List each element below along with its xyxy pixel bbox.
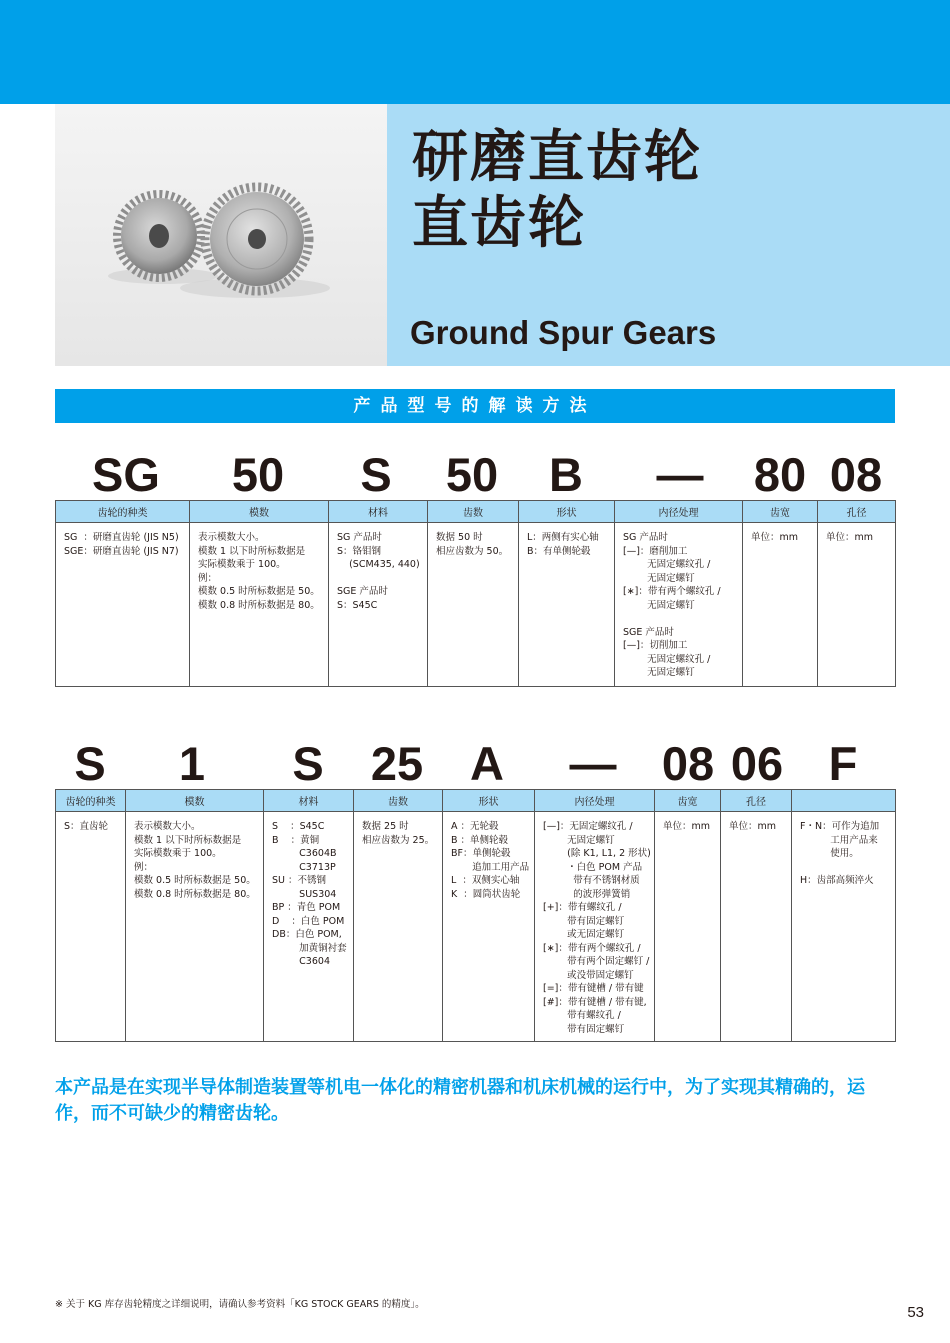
table-cell: SG ：研磨直齿轮 (JIS N5) SGE：研磨直齿轮 (JIS N7): [56, 523, 190, 687]
code-part: S: [74, 737, 106, 790]
product-photo: [55, 104, 387, 366]
s-spec-table: [55, 789, 896, 1042]
sg-spec-table: [55, 500, 896, 687]
column-header: 齿轮的种类: [56, 790, 126, 812]
column-header: [792, 790, 896, 812]
table-row: [56, 812, 896, 1042]
code-part: F: [828, 737, 858, 790]
page-title: 研磨直齿轮: [412, 125, 702, 190]
column-header: 孔径: [721, 790, 792, 812]
code-part: 50: [445, 448, 499, 501]
column-header: 齿数: [354, 790, 443, 812]
code-part: —: [569, 737, 617, 790]
table-cell: L：两侧有实心轴 B：有单侧轮毂: [519, 523, 615, 687]
table-cell: A ：无轮毂 B ：单侧轮毂 BF：单侧轮毂 追加工用产品 L ：双侧实心轴 K ：圆筒状齿轮: [443, 812, 535, 1042]
table-cell: 表示模数大小。 模数 1 以下时所标数据是 实际模数乘于 100。 例： 模数 0.5 时所标数据是 50。 模数 0.8 时所标数据是 80。: [190, 523, 329, 687]
table-cell: SG 产品时 [—]：磨削加工 无固定螺纹孔 / 无固定螺钉 [∗]：带有两个螺纹孔 / 无固定螺钉 SGE 产品时 [—]：切削加工 无固定螺纹孔 / 无固定螺钉: [615, 523, 743, 687]
code-part: S: [360, 448, 392, 501]
gear-image: [55, 104, 387, 366]
column-header: 模数: [190, 501, 329, 523]
column-header: 形状: [519, 501, 615, 523]
table-cell: 单位：mm: [721, 812, 792, 1042]
table-cell: F・N：可作为追加 工用产品来 使用。 H：齿部高频淬火: [792, 812, 896, 1042]
column-header: 齿数: [428, 501, 519, 523]
table-cell: 数据 50 时 相应齿数为 50。: [428, 523, 519, 687]
intro-paragraph: 本产品是在实现半导体制造装置等机电一体化的精密机器和机床机械的运行中，为了实现其精确的，运作，而不可缺少的精密齿轮。: [55, 1077, 865, 1124]
table-cell: 单位：mm: [818, 523, 896, 687]
table-cell: 表示模数大小。 模数 1 以下时所标数据是 实际模数乘于 100。 例： 模数 0.5 时所标数据是 50。 模数 0.8 时所标数据是 80。: [126, 812, 264, 1042]
code-part: 06: [730, 737, 784, 790]
page-title-secondary: 直齿轮: [412, 191, 586, 256]
code-part: 08: [829, 448, 883, 501]
table-cell: SG 产品时 S：铬钼钢 (SCM435, 440) SGE 产品时 S：S45C: [329, 523, 428, 687]
column-header: 齿轮的种类: [56, 501, 190, 523]
table-row: [56, 523, 896, 687]
code-part: 25: [370, 737, 424, 790]
code-part: SG: [92, 448, 160, 501]
code-part: 1: [178, 737, 206, 790]
table-cell: S：直齿轮: [56, 812, 126, 1042]
table-header-row: [56, 790, 896, 812]
table-cell: 单位：mm: [743, 523, 818, 687]
column-header: 孔径: [818, 501, 896, 523]
code-part: A: [470, 737, 504, 790]
code-part: 50: [231, 448, 285, 501]
page-subtitle-english: Ground Spur Gears: [410, 314, 717, 351]
table-header-row: [56, 501, 896, 523]
section-heading: 产品型号的解读方法: [55, 389, 895, 423]
top-banner: [0, 0, 950, 104]
code-part: S: [292, 737, 324, 790]
code-part: —: [656, 448, 704, 501]
column-header: 内径处理: [535, 790, 655, 812]
table-cell: S ：S45C B ：黄铜 C3604B C3713P SU ：不锈钢 SUS304 BP ：青色 POM D ：白色 POM DB：白色 POM, 加黄铜衬套 C3604: [264, 812, 354, 1042]
column-header: 材料: [329, 501, 428, 523]
table-cell: [—]：无固定螺纹孔 / 无固定螺钉 (除 K1, L1, 2 形状) ・白色 POM 产品 带有不锈钢材质 的波形弹簧销 [+]：带有螺纹孔 / 带有固定螺钉 或无固定螺钉 [∗]：带有两个螺纹孔 / 带有两个固定螺钉 / 或没带固定螺钉 [=]：带有键槽 / 带有键 [#]：带有键槽 / 带有键, 带有螺纹孔 / 带有固定螺钉: [535, 812, 655, 1042]
column-header: 模数: [126, 790, 264, 812]
code-part: 08: [661, 737, 715, 790]
column-header: 齿宽: [655, 790, 721, 812]
column-header: 材料: [264, 790, 354, 812]
column-header: 形状: [443, 790, 535, 812]
table-cell: 数据 25 时 相应齿数为 25。: [354, 812, 443, 1042]
code-part: 80: [753, 448, 807, 501]
page-number: 53: [907, 1304, 924, 1321]
column-header: 内径处理: [615, 501, 743, 523]
table-cell: 单位：mm: [655, 812, 721, 1042]
footnote: ※ 关于 KG 库存齿轮精度之详细说明，请确认参考资料「KG STOCK GEARS 的精度」。: [55, 1299, 425, 1310]
code-part: B: [549, 448, 583, 501]
column-header: 齿宽: [743, 501, 818, 523]
